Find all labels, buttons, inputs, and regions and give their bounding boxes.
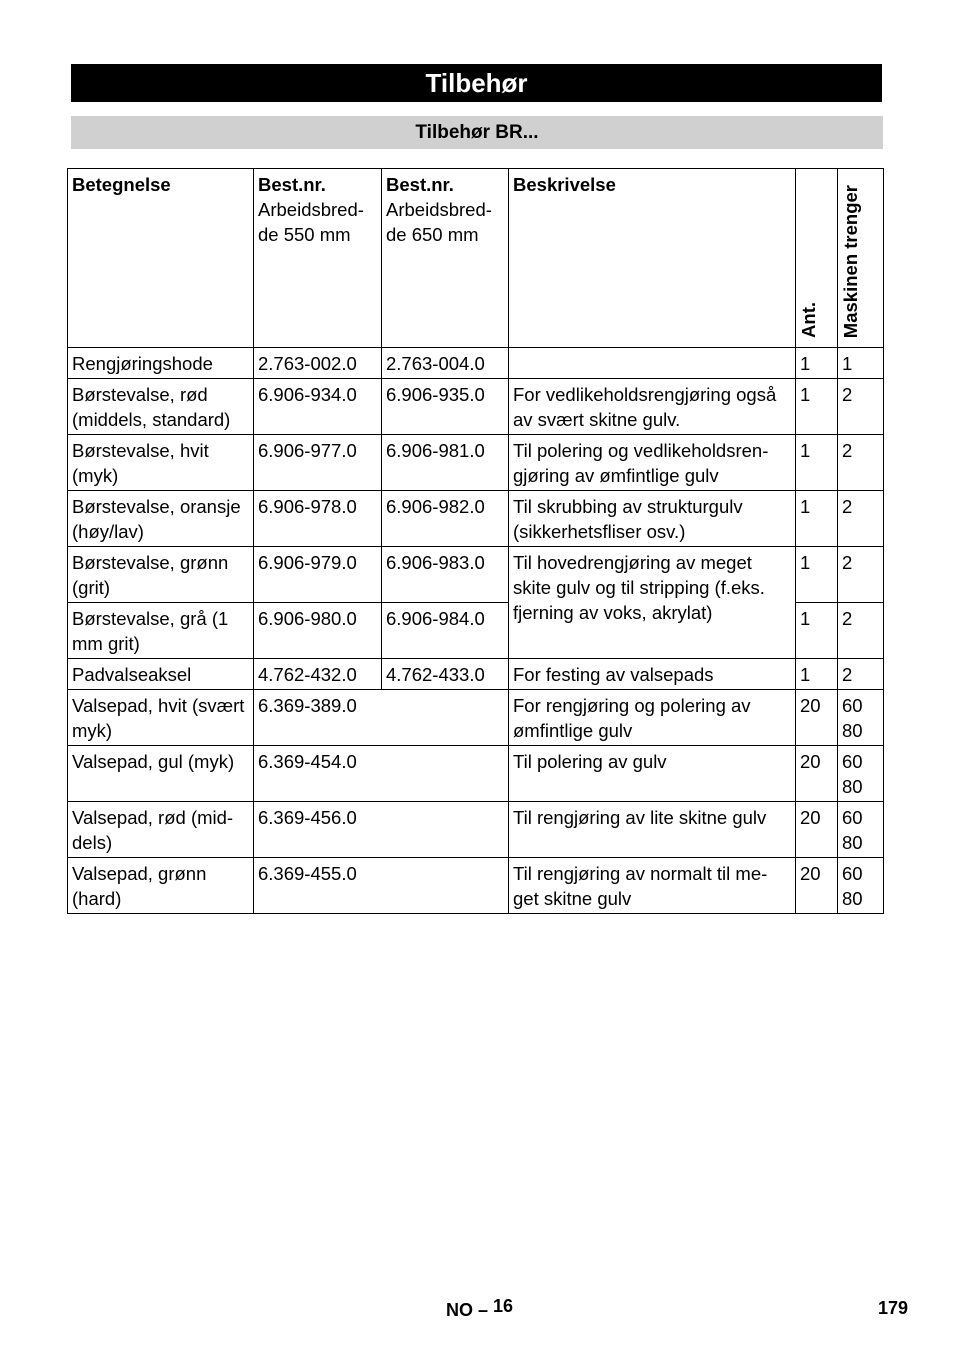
cell-best-nr-550: 4.762-432.0	[254, 659, 382, 690]
table-header-row	[68, 169, 884, 348]
cell-ant: 20	[796, 690, 838, 746]
footer-section-page	[446, 1296, 513, 1321]
cell-maskinen	[838, 858, 884, 914]
cell-betegnelse: Børstevalse, rød (middels, standard)	[68, 379, 254, 435]
cell-best-nr-550: 2.763-002.0	[254, 348, 382, 379]
cell-best-nr-550: 6.906-980.0	[254, 603, 382, 659]
cell-beskrivelse: Til skrubbing av strukturgulv (sikkerhetsfliser osv.)	[509, 491, 796, 547]
header-best-nr-650: Best.nr. Arbeidsbred-de 650 mm	[382, 169, 509, 348]
cell-ant: 1	[796, 603, 838, 659]
accessories-table	[67, 168, 884, 914]
cell-ant: 1	[796, 659, 838, 690]
cell-best-nr-550: 6.906-978.0	[254, 491, 382, 547]
maskinen-value: 60	[842, 807, 863, 828]
cell-ant: 20	[796, 802, 838, 858]
cell-ant: 20	[796, 746, 838, 802]
cell-best-nr-650: 6.906-984.0	[382, 603, 509, 659]
cell-maskinen: 2	[838, 379, 884, 435]
cell-beskrivelse: For vedlikeholdsrengjøring også av svært skitne gulv.	[509, 379, 796, 435]
cell-best-nr-650: 6.906-935.0	[382, 379, 509, 435]
cell-best-nr-550: 6.906-934.0	[254, 379, 382, 435]
cell-best-nr-650: 6.906-982.0	[382, 491, 509, 547]
cell-ant: 20	[796, 858, 838, 914]
cell-maskinen	[838, 802, 884, 858]
cell-betegnelse: Valsepad, hvit (svært myk)	[68, 690, 254, 746]
cell-ant: 1	[796, 435, 838, 491]
cell-maskinen	[838, 690, 884, 746]
cell-betegnelse: Børstevalse, grå (1 mm grit)	[68, 603, 254, 659]
table-row	[68, 435, 884, 491]
table-row	[68, 379, 884, 435]
cell-betegnelse: Valsepad, rød (mid-dels)	[68, 802, 254, 858]
page-title: Tilbehør	[71, 64, 882, 102]
footer-section-number: 16	[493, 1296, 514, 1316]
cell-maskinen: 2	[838, 603, 884, 659]
table-row	[68, 491, 884, 547]
cell-betegnelse: Rengjøringshode	[68, 348, 254, 379]
cell-best-nr: 6.369-389.0	[254, 690, 509, 746]
cell-beskrivelse: Til polering av gulv	[509, 746, 796, 802]
table-row	[68, 802, 884, 858]
maskinen-value: 60	[842, 751, 863, 772]
cell-ant: 1	[796, 547, 838, 603]
header-best-nr-550: Best.nr. Arbeidsbred-de 550 mm	[254, 169, 382, 348]
cell-best-nr-650: 2.763-004.0	[382, 348, 509, 379]
footer-language: NO –	[446, 1300, 489, 1320]
cell-ant: 1	[796, 379, 838, 435]
cell-maskinen: 2	[838, 659, 884, 690]
cell-maskinen: 2	[838, 435, 884, 491]
cell-beskrivelse: For festing av valsepads	[509, 659, 796, 690]
cell-maskinen: 1	[838, 348, 884, 379]
cell-beskrivelse: Til polering og vedlikeholdsren-gjøring av ømfintlige gulv	[509, 435, 796, 491]
header-beskrivelse: Beskrivelse	[509, 169, 796, 348]
maskinen-value: 60	[842, 695, 863, 716]
cell-beskrivelse	[509, 348, 796, 379]
table-row	[68, 690, 884, 746]
cell-betegnelse: Padvalseaksel	[68, 659, 254, 690]
header-betegnelse: Betegnelse	[68, 169, 254, 348]
cell-beskrivelse: Til rengjøring av normalt til me-get skitne gulv	[509, 858, 796, 914]
cell-best-nr-650: 6.906-981.0	[382, 435, 509, 491]
cell-beskrivelse: Til hovedrengjøring av meget skite gulv og til stripping (f.eks. fjerning av voks, akrylat)	[509, 547, 796, 659]
cell-best-nr-650: 4.762-433.0	[382, 659, 509, 690]
table-row	[68, 659, 884, 690]
cell-betegnelse: Børstevalse, oransje (høy/lav)	[68, 491, 254, 547]
maskinen-value: 60	[842, 863, 863, 884]
cell-ant: 1	[796, 348, 838, 379]
table-row	[68, 547, 884, 603]
maskinen-value: 80	[842, 776, 863, 797]
cell-betegnelse: Børstevalse, grønn (grit)	[68, 547, 254, 603]
cell-betegnelse: Valsepad, grønn (hard)	[68, 858, 254, 914]
table-row	[68, 348, 884, 379]
maskinen-value: 80	[842, 832, 863, 853]
cell-ant: 1	[796, 491, 838, 547]
page-number: 179	[878, 1298, 909, 1318]
cell-betegnelse: Valsepad, gul (myk)	[68, 746, 254, 802]
header-ant: Ant.	[796, 169, 838, 348]
cell-maskinen	[838, 746, 884, 802]
maskinen-value: 80	[842, 720, 863, 741]
cell-beskrivelse: Til rengjøring av lite skitne gulv	[509, 802, 796, 858]
cell-betegnelse: Børstevalse, hvit (myk)	[68, 435, 254, 491]
table-row	[68, 746, 884, 802]
cell-best-nr-550: 6.906-977.0	[254, 435, 382, 491]
cell-maskinen: 2	[838, 547, 884, 603]
section-subtitle: Tilbehør BR...	[71, 116, 883, 149]
cell-maskinen: 2	[838, 491, 884, 547]
table-row	[68, 858, 884, 914]
cell-best-nr: 6.369-456.0	[254, 802, 509, 858]
cell-best-nr: 6.369-455.0	[254, 858, 509, 914]
cell-best-nr-550: 6.906-979.0	[254, 547, 382, 603]
cell-beskrivelse: For rengjøring og polering av ømfintlige gulv	[509, 690, 796, 746]
maskinen-value: 80	[842, 888, 863, 909]
header-maskinen-trenger: Maskinen trenger	[838, 169, 884, 348]
cell-best-nr-650: 6.906-983.0	[382, 547, 509, 603]
cell-best-nr: 6.369-454.0	[254, 746, 509, 802]
